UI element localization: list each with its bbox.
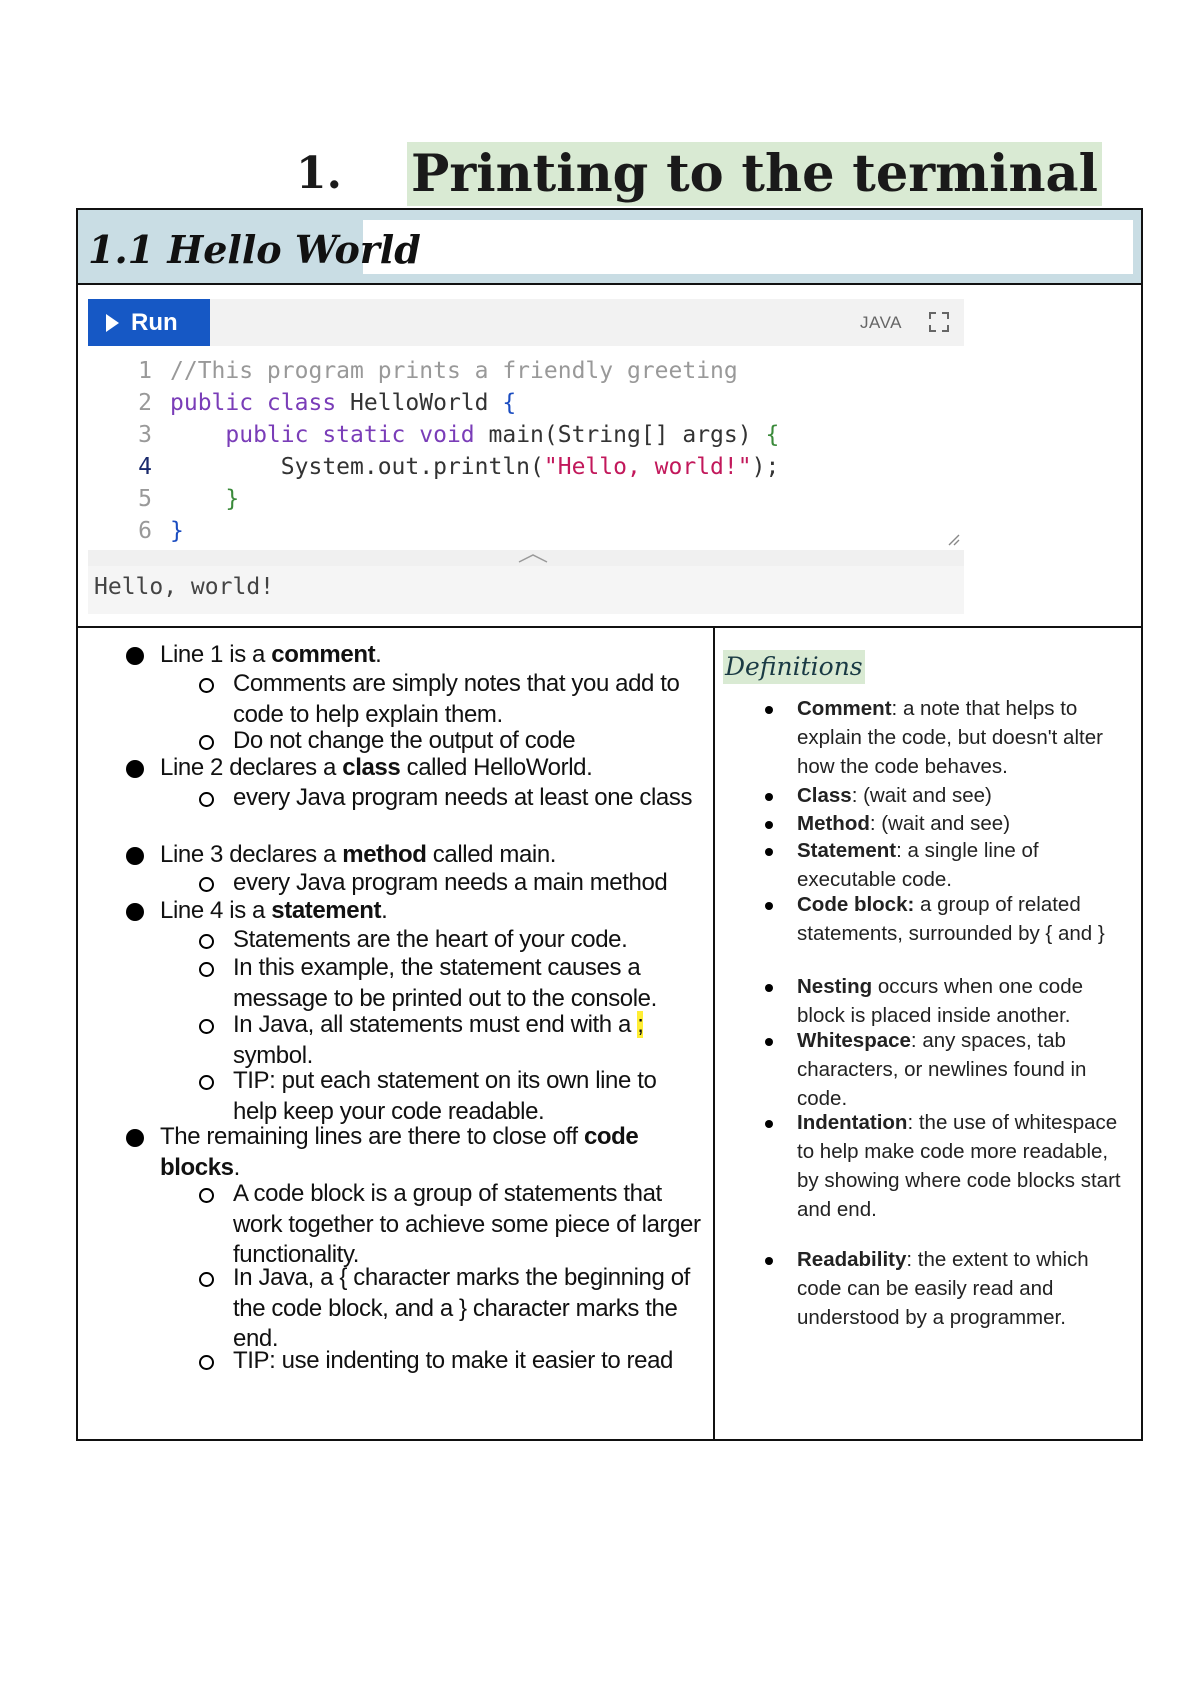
line-code — [170, 418, 779, 452]
note-text: . — [375, 641, 382, 668]
definition-text: : a single line of executable code. — [797, 839, 1039, 891]
note-subitem — [233, 925, 703, 956]
note-text: statement — [271, 897, 382, 924]
play-icon — [106, 314, 119, 332]
code-editor[interactable] — [88, 346, 964, 550]
bullet-disc-icon — [126, 1129, 144, 1147]
run-button[interactable] — [88, 299, 210, 346]
note-text: Line 3 declares a — [160, 841, 343, 868]
heading-number: 1. — [296, 148, 342, 199]
note-item — [160, 840, 680, 871]
note-item — [160, 640, 680, 671]
definition-term: Whitespace — [797, 1029, 911, 1052]
note-text: every Java program needs a main method — [233, 869, 668, 896]
note-text: Line 1 is a — [160, 641, 272, 668]
bullet-dot-icon — [765, 984, 773, 992]
code-token: main(String[] args) — [488, 422, 766, 448]
definition-term: Class — [797, 784, 852, 807]
page-heading — [0, 142, 1200, 210]
note-subitem — [233, 1346, 703, 1377]
note-text: . — [381, 897, 388, 924]
note-text: Do not change the output of code — [233, 727, 576, 754]
line-code — [170, 514, 184, 548]
bullet-ring-icon — [199, 934, 214, 949]
definition-term: Readability — [797, 1248, 907, 1271]
note-text: In Java, all statements must end with a — [233, 1011, 638, 1038]
note-subitem — [233, 669, 703, 730]
note-text: called main. — [426, 841, 557, 868]
lesson-table — [76, 208, 1143, 1441]
note-text: code blocks — [160, 1123, 639, 1181]
definition-item — [797, 1108, 1132, 1224]
definition-text: : (wait and see) — [851, 784, 992, 807]
line-code — [170, 386, 516, 420]
bullet-ring-icon — [199, 962, 214, 977]
line-number: 6 — [138, 518, 152, 544]
definition-term: Code block: — [797, 893, 915, 916]
bullet-dot-icon — [765, 706, 773, 714]
note-text: Statements are the heart of your code. — [233, 926, 628, 953]
bullet-ring-icon — [199, 1188, 214, 1203]
code-line — [88, 386, 964, 420]
note-item — [160, 1122, 680, 1183]
code-line — [88, 514, 964, 548]
note-subitem — [233, 726, 703, 757]
line-code — [170, 450, 779, 484]
page-title: Printing to the terminal — [407, 142, 1102, 206]
definition-term: Method — [797, 812, 870, 835]
definition-text: : the extent to which code can be easily read and understood by a programmer. — [797, 1248, 1089, 1329]
definition-item — [797, 1026, 1132, 1113]
code-token: System.out.println( — [170, 454, 544, 480]
notes-row — [78, 626, 1141, 1439]
bullet-dot-icon — [765, 793, 773, 801]
definition-item — [797, 809, 1132, 838]
chevron-up-icon — [518, 553, 548, 563]
definition-term: Nesting — [797, 975, 873, 998]
code-token: } — [170, 518, 184, 544]
note-text: Comments are simply notes that you add to code to help explain them. — [233, 670, 680, 728]
note-text: Line 4 is a — [160, 897, 272, 924]
note-text: TIP: put each statement on its own line to help keep your code readable. — [233, 1067, 657, 1125]
bullet-ring-icon — [199, 735, 214, 750]
bullet-ring-icon — [199, 678, 214, 693]
note-text: comment — [271, 641, 376, 668]
definition-item — [797, 1245, 1132, 1332]
bullet-dot-icon — [765, 821, 773, 829]
line-number: 2 — [138, 390, 152, 416]
fullscreen-icon[interactable] — [928, 311, 950, 333]
note-text: . — [233, 1153, 240, 1181]
code-row — [78, 283, 1141, 628]
note-subitem — [233, 1010, 703, 1071]
bullet-ring-icon — [199, 1272, 214, 1287]
note-text: class — [342, 754, 401, 781]
note-item — [160, 896, 680, 927]
definition-text: a group of related statements, surrounded by { and } — [797, 893, 1105, 945]
code-token: { — [502, 390, 517, 416]
bullet-disc-icon — [126, 847, 144, 865]
code-token: public static void — [170, 422, 489, 448]
code-token: HelloWorld — [350, 390, 503, 416]
note-text: symbol. — [233, 1041, 313, 1069]
definition-text: : a note that helps to explain the code, but doesn't alter how the code behaves. — [797, 697, 1103, 778]
note-subitem — [233, 1179, 703, 1271]
note-subitem — [233, 868, 703, 899]
definition-item — [797, 890, 1132, 948]
code-toolbar — [88, 299, 964, 346]
language-label: JAVA — [860, 313, 902, 332]
definitions-title: Definitions — [723, 650, 865, 684]
code-token: { — [765, 422, 780, 448]
code-line — [88, 450, 964, 484]
note-text: TIP: use indenting to make it easier to read — [233, 1347, 673, 1374]
line-code — [170, 354, 738, 388]
bullet-dot-icon — [765, 1257, 773, 1265]
note-text: The remaining lines are there to close off — [160, 1123, 584, 1150]
definition-text: : (wait and see) — [869, 812, 1011, 835]
bullet-dot-icon — [765, 1038, 773, 1046]
run-button-label: Run — [131, 308, 178, 336]
line-number: 4 — [138, 454, 152, 480]
definition-text: occurs when one code block is placed inside another. — [797, 975, 1084, 1027]
code-line — [88, 354, 964, 388]
definition-item — [797, 972, 1132, 1030]
bullet-disc-icon — [126, 760, 144, 778]
section-header — [78, 210, 1141, 285]
bullet-ring-icon — [199, 792, 214, 807]
code-token: } — [170, 486, 240, 512]
code-token: ); — [751, 454, 780, 480]
bullet-dot-icon — [765, 848, 773, 856]
note-text: called HelloWorld. — [400, 754, 593, 781]
bullet-ring-icon — [199, 1019, 214, 1034]
note-text: every Java program needs at least one class — [233, 784, 693, 811]
code-line — [88, 418, 964, 452]
note-subitem — [233, 783, 703, 814]
definition-text: : any spaces, tab characters, or newlines found in code. — [797, 1029, 1087, 1110]
bullet-ring-icon — [199, 1075, 214, 1090]
line-number: 5 — [138, 486, 152, 512]
line-number: 3 — [138, 422, 152, 448]
note-text: In Java, a { character marks the beginning of the code block, and a } character marks the end. — [233, 1264, 690, 1352]
definition-item — [797, 781, 1132, 810]
definition-term: Comment — [797, 697, 892, 720]
definition-text: : the use of whitespace to help make code more readable, by showing where code blocks start and end. — [797, 1111, 1121, 1221]
note-text: In this example, the statement causes a message to be printed out to the console. — [233, 954, 657, 1012]
definition-item — [797, 694, 1132, 781]
note-text: ; — [637, 1011, 644, 1038]
bullet-disc-icon — [126, 647, 144, 665]
code-widget — [88, 299, 964, 614]
note-text: Line 2 declares a — [160, 754, 343, 781]
note-subitem — [233, 953, 703, 1014]
note-subitem — [233, 1066, 703, 1127]
definitions-column — [715, 626, 1141, 1439]
section-header-blank — [363, 220, 1133, 274]
code-token: "Hello, world!" — [543, 454, 752, 480]
output-console — [88, 566, 964, 614]
definition-item — [797, 836, 1132, 894]
note-subitem — [233, 1263, 703, 1355]
section-title: 1.1 Hello World — [88, 227, 421, 272]
bullet-disc-icon — [126, 903, 144, 921]
notes-column — [78, 626, 713, 1439]
output-text: Hello, world! — [94, 574, 275, 600]
bullet-ring-icon — [199, 877, 214, 892]
code-token: public class — [170, 390, 351, 416]
bullet-dot-icon — [765, 902, 773, 910]
bullet-dot-icon — [765, 1120, 773, 1128]
definition-term: Statement — [797, 839, 897, 862]
line-code — [170, 482, 239, 516]
line-number: 1 — [138, 358, 152, 384]
code-token: //This program prints a friendly greeting — [170, 358, 738, 384]
bullet-ring-icon — [199, 1355, 214, 1370]
code-line — [88, 482, 964, 516]
output-splitter[interactable] — [88, 550, 964, 566]
note-text: method — [342, 841, 427, 868]
definition-term: Indentation — [797, 1111, 908, 1134]
note-text: A code block is a group of statements that work together to achieve some piece of larger functionality. — [233, 1180, 701, 1268]
note-item — [160, 753, 680, 784]
